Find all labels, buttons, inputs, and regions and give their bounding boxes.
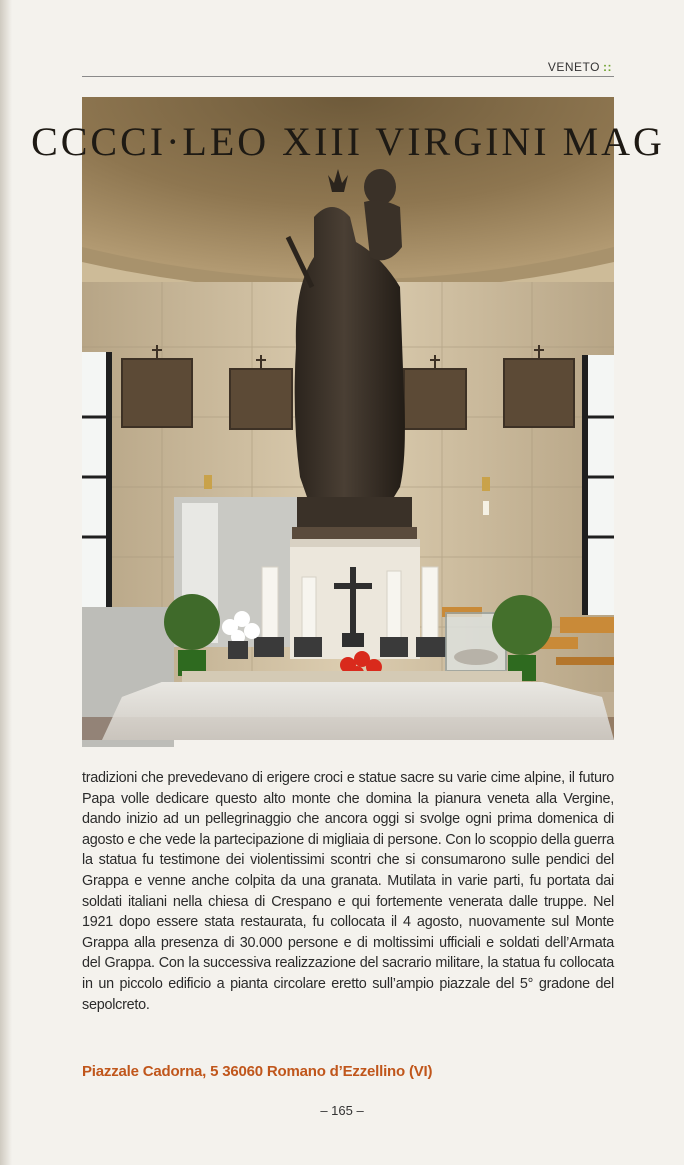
- section-title: VENETO: [547, 60, 600, 74]
- statue-photo: [31, 97, 665, 740]
- dome-inscription: CCCCI·LEO XIII VIRGINI MAG: [31, 119, 665, 164]
- address-line: Piazzale Cadorna, 5 36060 Romano d’Ezzellino (VI): [82, 1063, 433, 1080]
- page-binding-shadow: [0, 0, 12, 1165]
- running-header: [548, 60, 612, 74]
- header-rule: [82, 76, 614, 77]
- page-number: – 165 –: [320, 1103, 364, 1118]
- body-paragraph: tradizioni che prevedevano di erigere croci e statue sacre su varie cime alpine, il futuro Papa volle dedicare questo alto monte che domina la pianura veneta alla Vergine, dando inizio ad un pellegrinaggio che ancora oggi si svolge ogni prima domenica di agosto e che vede la partecipazione di migliaia di persone. Con lo scoppio della guerra la statua fu testimone dei violentissimi scontri che si consumarono sulle pendici del Grappa e venne anche colpita da una granata. Mutilata in varie parti, fu portata dai soldati italiani nella chiesa di Crespano e qui fortemente venerata dalle truppe. Nel 1921 dopo essere stata restaurata, fu collocata il 4 agosto, nuovamente sul Monte Grappa alla presenza di 30.000 persone e di moltissimi ufficiali e soldati dell’Armata del Grappa. Con la successiva realizzazione del sacrario militare, la statua fu collocata in un piccolo edificio a pianta circolare eretto sull’ampio piazzale del 5° gradone del sepolcreto.: [82, 770, 614, 1013]
- header-ornament: ::: [603, 60, 612, 74]
